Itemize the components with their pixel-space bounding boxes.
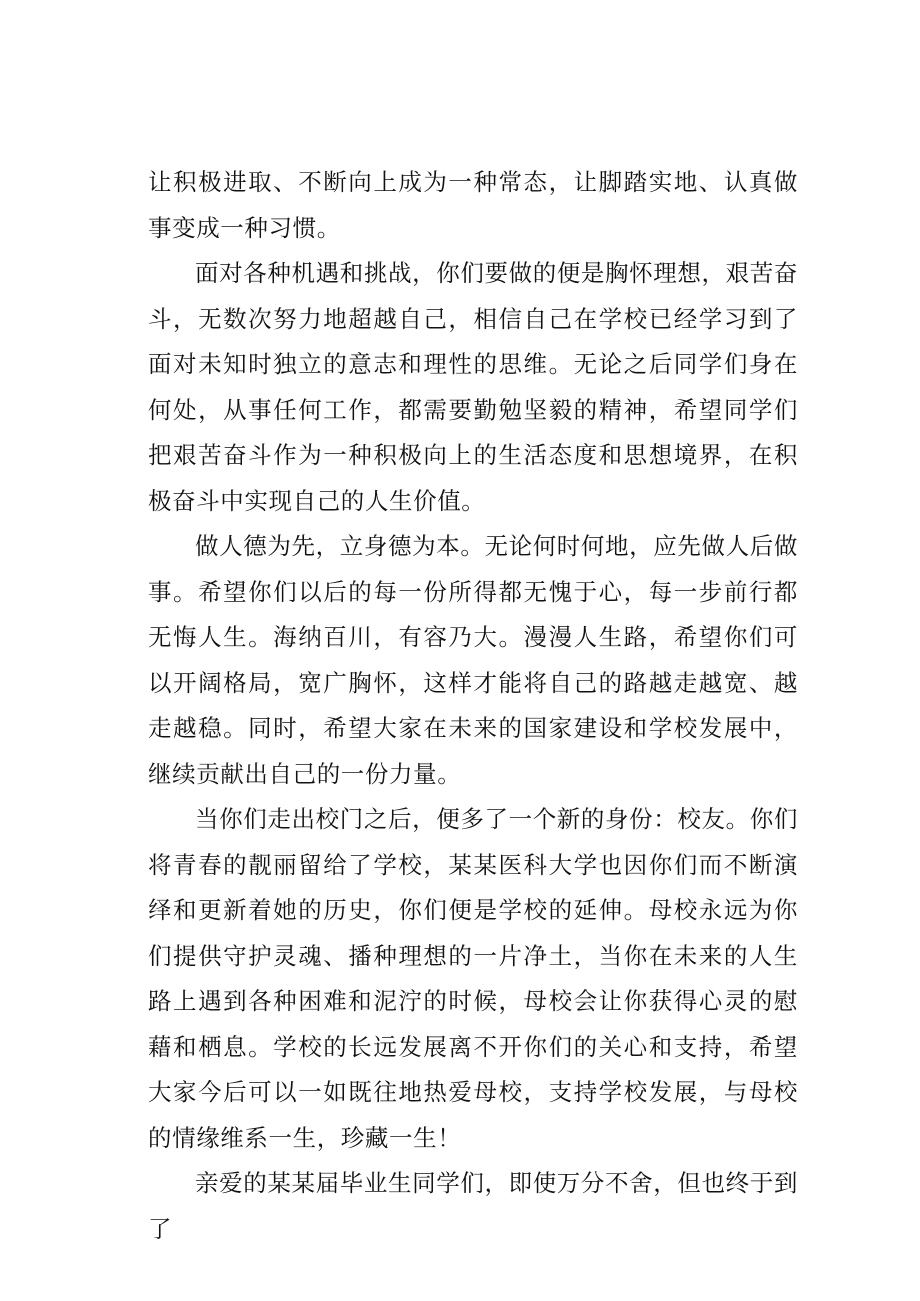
paragraph-1: 让积极进取、不断向上成为一种常态，让脚踏实地、认真做事变成一种习惯。: [148, 168, 798, 242]
paragraph-4: 当你们走出校门之后，便多了一个新的身份：校友。你们将青春的靓丽留给了学校，某某医科大学也因你们而不断演绎和更新着她的历史，你们便是学校的延伸。母校永远为你们提供守护灵魂、播种理想的一片净土，当你在未来的人生路上遇到各种困难和泥泞的时候，母校会让你获得心灵的慰藉和栖息。学校的长远发展离不开你们的关心和支持，希望大家今后可以一如既往地热爱母校，支持学校发展，与母校的情缘维系一生，珍藏一生！: [148, 805, 798, 1152]
paragraph-2: 面对各种机遇和挑战，你们要做的便是胸怀理想，艰苦奋斗，无数次努力地超越自己，相信自己在学校已经学习到了面对未知时独立的意志和理性的思维。无论之后同学们身在何处，从事任何工作，都需要勤勉坚毅的精神，希望同学们把艰苦奋斗作为一种积极向上的生活态度和思想境界，在积极奋斗中实现自己的人生价值。: [148, 259, 798, 515]
paragraph-5: 亲爱的某某届毕业生同学们，即使万分不舍，但也终于到了: [148, 1169, 798, 1243]
document-body: [148, 160, 798, 1252]
paragraph-3: 做人德为先，立身德为本。无论何时何地，应先做人后做事。希望你们以后的每一份所得都无愧于心，每一步前行都无悔人生。海纳百川，有容乃大。漫漫人生路，希望你们可以开阔格局，宽广胸怀，这样才能将自己的路越走越宽、越走越稳。同时，希望大家在未来的国家建设和学校发展中，继续贡献出自己的一份力量。: [148, 532, 798, 788]
